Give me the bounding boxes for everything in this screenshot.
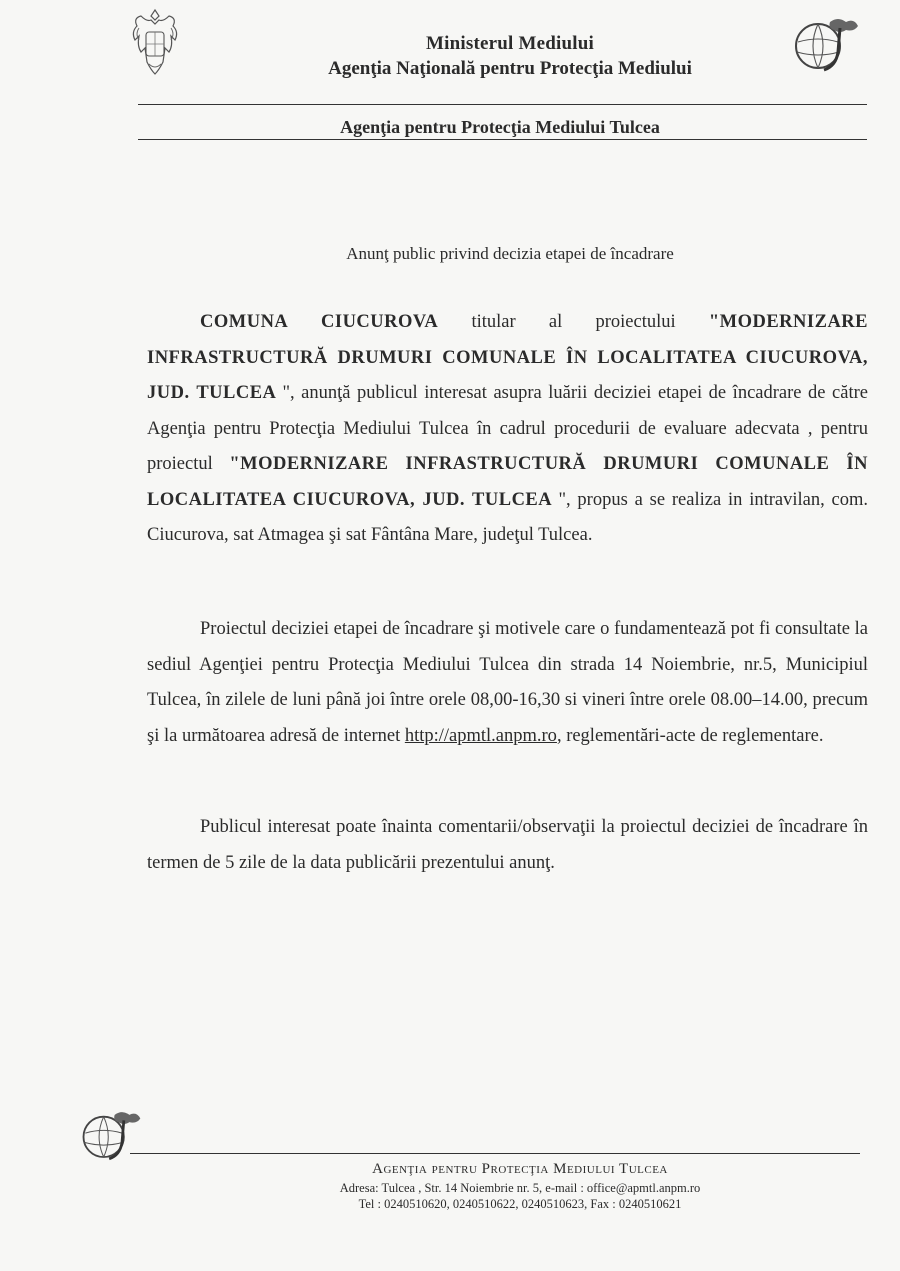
notice-paragraph-1 — [147, 305, 868, 554]
agency-website-link[interactable]: http://apmtl.anpm.ro — [404, 725, 557, 746]
header-rule-bottom — [138, 139, 867, 140]
ministry-name: Ministerul Mediului — [426, 33, 594, 54]
notice-title: Anunţ public privind decizia etapei de încadrare — [346, 244, 674, 263]
globe-tree-logo-icon — [78, 1105, 144, 1165]
paragraph-text: ", propus a se realiza in intravilan, com. Ciucurova, sat Atmagea şi sat Fântâna Mare, judeţul Tulcea. — [147, 489, 869, 545]
globe-tree-logo-icon — [790, 12, 862, 76]
footer-agency-name: Agenţia pentru Protecţia Mediului Tulcea — [372, 1161, 668, 1177]
local-agency-name: Agenţia pentru Protecţia Mediului Tulcea — [340, 117, 660, 137]
romania-coat-of-arms-icon — [125, 6, 185, 80]
national-agency-name: Agenţia Naţională pentru Protecţia Mediului — [328, 58, 692, 79]
project-title: "MODERNIZARE INFRASTRUCTURĂ DRUMURI COMUNALE ÎN LOCALITATEA CIUCUROVA, JUD. TULCEA — [147, 312, 868, 403]
notice-paragraph-3 — [147, 810, 868, 881]
paragraph-text: , reglementări-acte de reglementare. — [556, 725, 824, 746]
notice-paragraph-2 — [147, 612, 868, 754]
footer-phones: Tel : 0240510620, 0240510622, 0240510623, Fax : 0240510621 — [358, 1197, 682, 1211]
paragraph-text: titular al proiectului — [438, 312, 709, 332]
header-rule-top — [138, 104, 867, 105]
project-title: "MODERNIZARE INFRASTRUCTURĂ DRUMURI COMUNALE ÎN LOCALITATEA CIUCUROVA, JUD. TULCEA — [147, 454, 868, 510]
footer-address: Adresa: Tulcea , Str. 14 Noiembrie nr. 5, e-mail : office@apmtl.anpm.ro — [339, 1181, 701, 1195]
project-holder: COMUNA CIUCUROVA — [200, 312, 439, 332]
footer-rule — [130, 1153, 860, 1154]
paragraph-text: ", anunţă publicul interesat asupra luării deciziei etapei de încadrare de către Agenţia pentru Protecţia Mediului Tulcea în cadrul procedurii de evaluare adecvata , pentru proiectul — [147, 383, 868, 474]
paragraph-text: Proiectul deciziei etapei de încadrare şi motivele care o fundamentează pot fi consultate la sediul Agenţiei pentru Protecţia Mediului Tulcea din strada 14 Noiembrie, nr.5, Municipiul Tulcea, în zilele de luni până joi între orele 08,00-16,30 si vineri între orele 08.00–14.00, precum şi la următoarea adresă de internet — [147, 619, 868, 746]
paragraph-text: Publicul interesat poate înainta comentarii/observaţii la proiectul deciziei de încadrare în termen de 5 zile de la data publicării prezentului anunţ. — [147, 817, 868, 873]
